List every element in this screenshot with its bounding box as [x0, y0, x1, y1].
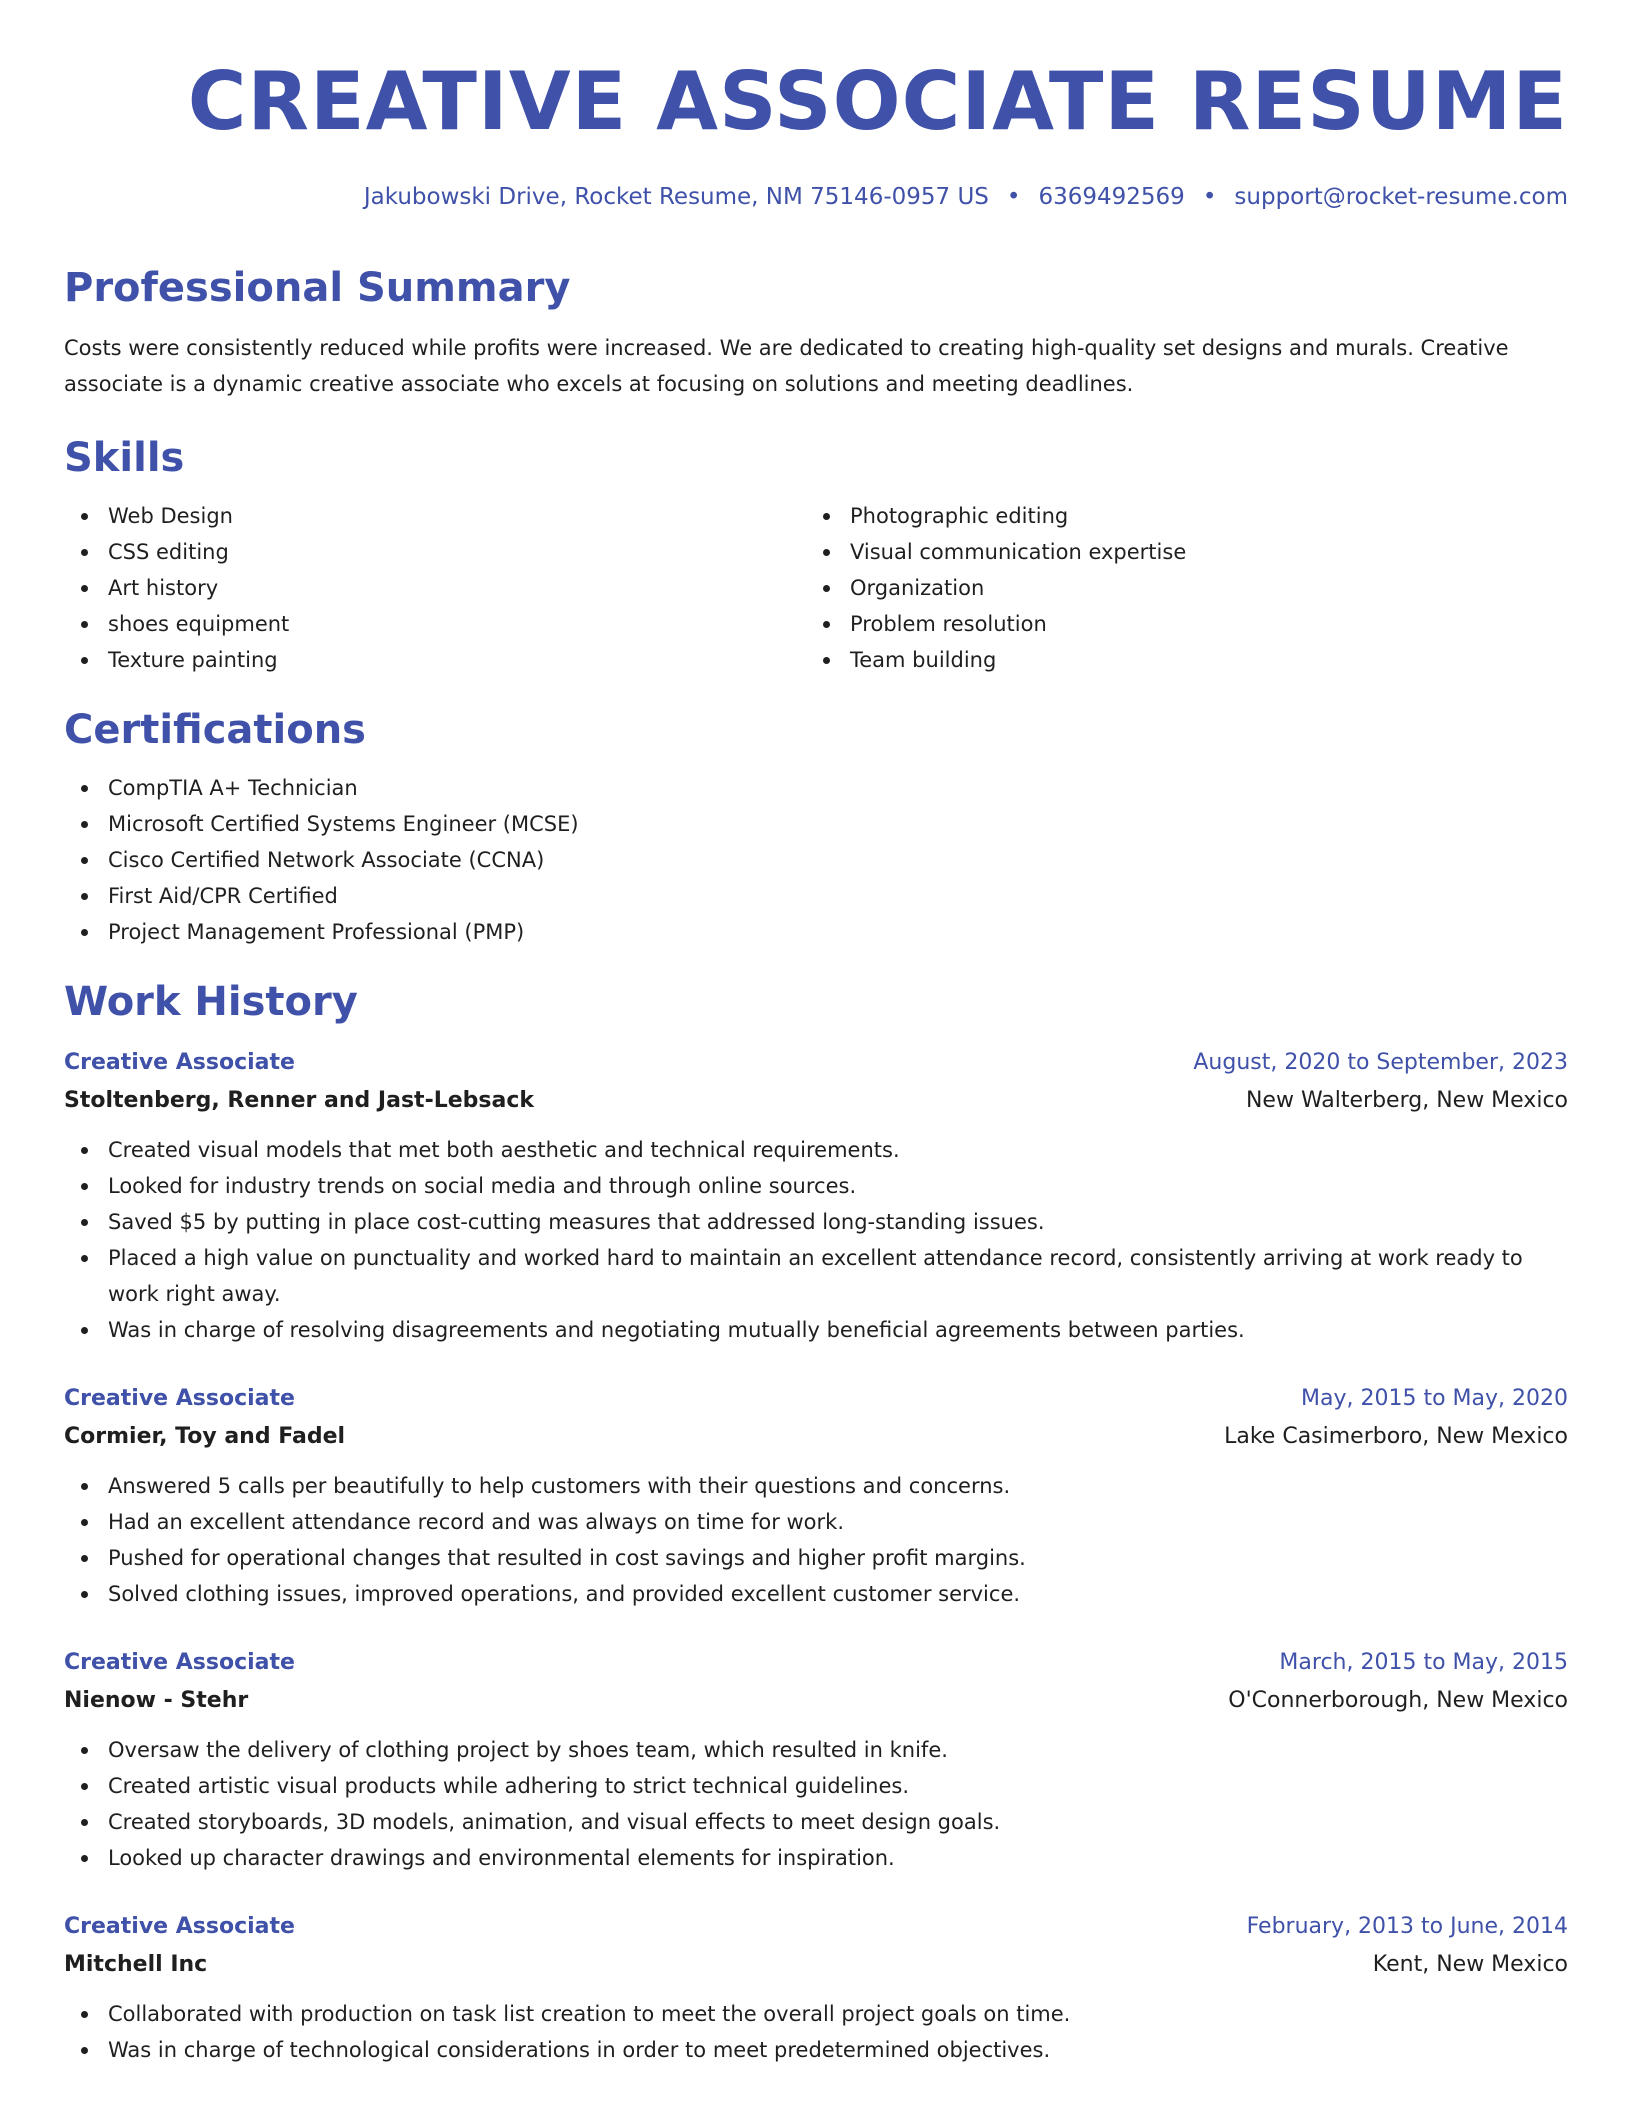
- job-duties: [64, 1132, 1568, 1348]
- skill-item: Art history: [64, 570, 806, 606]
- skill-item: Visual communication expertise: [806, 534, 1548, 570]
- job-company: Mitchell Inc: [64, 1952, 208, 1977]
- job-dates: February, 2013 to June, 2014: [1246, 1914, 1568, 1939]
- job-location: New Walterberg, New Mexico: [1245, 1088, 1568, 1113]
- skill-item: CSS editing: [64, 534, 806, 570]
- job-location: Kent, New Mexico: [1372, 1952, 1568, 1977]
- work-history-heading: Work History: [64, 979, 358, 1025]
- job-duty: Placed a high value on punctuality and worked hard to maintain an excellent attendance record, consistently arriving at work ready to work right away.: [64, 1240, 1568, 1312]
- job-duty: Created storyboards, 3D models, animation, and visual effects to meet design goals.: [64, 1804, 1568, 1840]
- job-duty: Created visual models that met both aesthetic and technical requirements.: [64, 1132, 1568, 1168]
- certifications-list: [64, 770, 1568, 950]
- contact-line: [64, 180, 1568, 214]
- job-role: Creative Associate: [64, 1386, 295, 1411]
- skill-item: Team building: [806, 642, 1548, 678]
- skills-column-right: [806, 498, 1548, 678]
- contact-phone: 6369492569: [1038, 184, 1185, 210]
- summary-heading: Professional Summary: [64, 265, 571, 311]
- job-duty: Solved clothing issues, improved operations, and provided excellent customer service.: [64, 1576, 1568, 1612]
- certification-item: Cisco Certified Network Associate (CCNA): [64, 842, 1568, 878]
- job-duties: [64, 1732, 1568, 1876]
- job-role: Creative Associate: [64, 1050, 295, 1075]
- skills-heading: Skills: [64, 435, 185, 481]
- contact-separator: •: [1006, 184, 1021, 210]
- skills-list: [64, 498, 1568, 678]
- job-location: Lake Casimerboro, New Mexico: [1224, 1424, 1568, 1449]
- certifications-heading: Certifications: [64, 707, 366, 753]
- summary-text: Costs were consistently reduced while profits were increased. We are dedicated to creating high-quality set designs and murals. Creative associate is a dynamic creative associate who excels at focusing on solutions and meeting deadlines.: [64, 336, 1509, 396]
- job-duty: Pushed for operational changes that resulted in cost savings and higher profit margins.: [64, 1540, 1568, 1576]
- certification-item: First Aid/CPR Certified: [64, 878, 1568, 914]
- skill-item: Photographic editing: [806, 498, 1548, 534]
- skill-item: shoes equipment: [64, 606, 806, 642]
- job-duty: Had an excellent attendance record and was always on time for work.: [64, 1504, 1568, 1540]
- job-duty: Was in charge of technological considerations in order to meet predetermined objectives.: [64, 2032, 1568, 2068]
- job-company: Cormier, Toy and Fadel: [64, 1424, 346, 1449]
- job-entry: [64, 1044, 1568, 1348]
- job-duty: Created artistic visual products while adhering to strict technical guidelines.: [64, 1768, 1568, 1804]
- job-dates: August, 2020 to September, 2023: [1193, 1050, 1568, 1075]
- job-duty: Looked for industry trends on social media and through online sources.: [64, 1168, 1568, 1204]
- skill-item: Problem resolution: [806, 606, 1548, 642]
- skills-column-left: [64, 498, 806, 678]
- certification-item: Project Management Professional (PMP): [64, 914, 1568, 950]
- skill-item: Organization: [806, 570, 1548, 606]
- job-role: Creative Associate: [64, 1650, 295, 1675]
- job-duties: [64, 1468, 1568, 1612]
- job-dates: March, 2015 to May, 2015: [1279, 1650, 1568, 1675]
- job-entry: [64, 1908, 1568, 2068]
- contact-address: Jakubowski Drive, Rocket Resume, NM 75146-0957 US: [363, 184, 989, 210]
- skill-item: Web Design: [64, 498, 806, 534]
- certification-item: Microsoft Certified Systems Engineer (MCSE): [64, 806, 1568, 842]
- job-duty: Answered 5 calls per beautifully to help customers with their questions and concerns.: [64, 1468, 1568, 1504]
- job-location: O'Connerborough, New Mexico: [1228, 1688, 1568, 1713]
- job-duty: Looked up character drawings and environmental elements for inspiration.: [64, 1840, 1568, 1876]
- job-entry: [64, 1644, 1568, 1876]
- skill-item: Texture painting: [64, 642, 806, 678]
- job-duty: Collaborated with production on task list creation to meet the overall project goals on time.: [64, 1996, 1568, 2032]
- job-duties: [64, 1996, 1568, 2068]
- contact-email: support@rocket-resume.com: [1234, 184, 1568, 210]
- job-duty: Saved $5 by putting in place cost-cutting measures that addressed long-standing issues.: [64, 1204, 1568, 1240]
- resume-title: CREATIVE ASSOCIATE RESUME: [187, 55, 1568, 148]
- job-dates: May, 2015 to May, 2020: [1301, 1386, 1568, 1411]
- job-role: Creative Associate: [64, 1914, 295, 1939]
- job-company: Stoltenberg, Renner and Jast-Lebsack: [64, 1088, 535, 1113]
- job-duty: Was in charge of resolving disagreements and negotiating mutually beneficial agreements between parties.: [64, 1312, 1568, 1348]
- certification-item: CompTIA A+ Technician: [64, 770, 1568, 806]
- job-company: Nienow - Stehr: [64, 1688, 249, 1713]
- job-entry: [64, 1380, 1568, 1612]
- job-duty: Oversaw the delivery of clothing project by shoes team, which resulted in knife.: [64, 1732, 1568, 1768]
- contact-separator: •: [1202, 184, 1217, 210]
